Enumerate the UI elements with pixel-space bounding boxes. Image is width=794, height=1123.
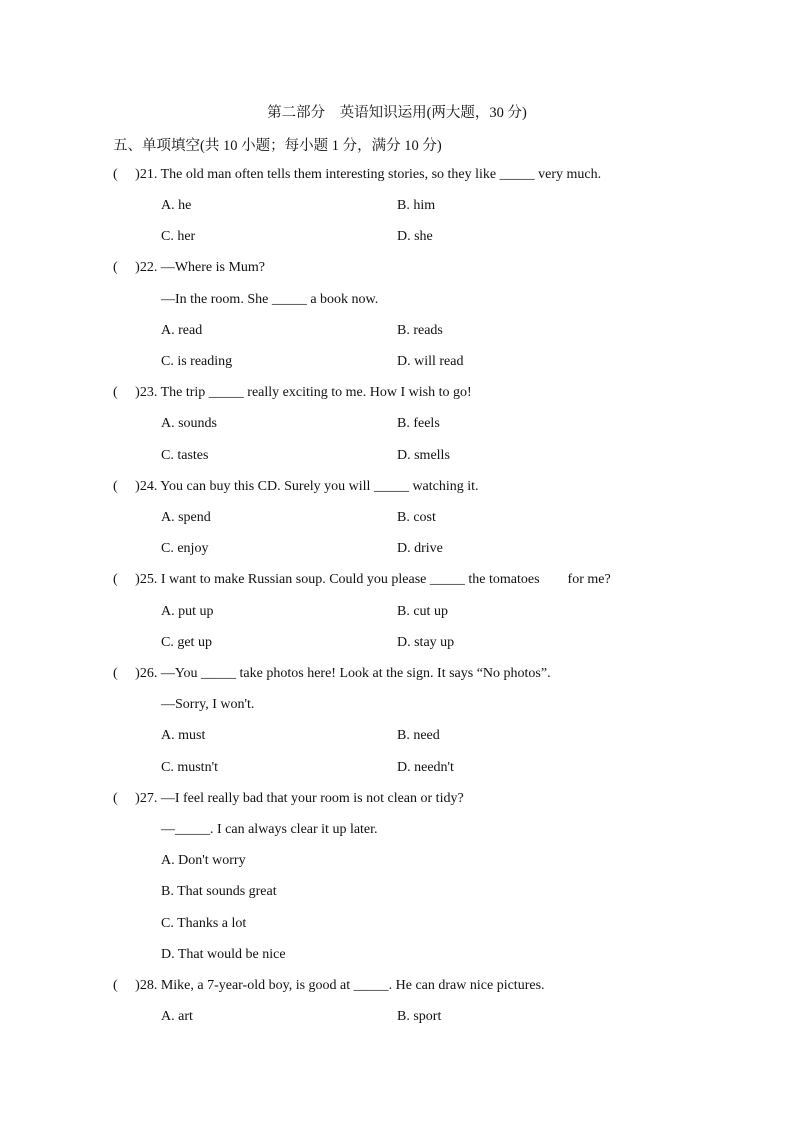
question-24-stem: ( )24. You can buy this CD. Surely you will _____ watching it. bbox=[113, 479, 479, 494]
question-27-option-b: B. That sounds great bbox=[161, 884, 277, 899]
question-23-option-d: D. smells bbox=[397, 448, 450, 463]
question-25-option-c: C. get up bbox=[161, 635, 212, 650]
question-21-option-d: D. she bbox=[397, 229, 433, 244]
question-26-option-a: A. must bbox=[161, 728, 206, 743]
question-27-line: —_____. I can always clear it up later. bbox=[161, 822, 378, 837]
question-25-option-a: A. put up bbox=[161, 604, 214, 619]
question-24-option-a: A. spend bbox=[161, 510, 211, 525]
question-24-option-b: B. cost bbox=[397, 510, 436, 525]
question-25-stem: ( )25. I want to make Russian soup. Could you please _____ the tomatoes for me? bbox=[113, 572, 611, 587]
question-27-option-d: D. That would be nice bbox=[161, 947, 286, 962]
question-25-option-d: D. stay up bbox=[397, 635, 455, 650]
section-title: 五、单项填空(共 10 小题；每小题 1 分，满分 10 分) bbox=[113, 138, 442, 154]
question-25-option-b: B. cut up bbox=[397, 604, 448, 619]
question-27-option-a: A. Don't worry bbox=[161, 853, 246, 868]
question-28-stem: ( )28. Mike, a 7-year-old boy, is good at _____. He can draw nice pictures. bbox=[113, 978, 545, 993]
question-21-option-c: C. her bbox=[161, 229, 196, 244]
question-21-option-a: A. he bbox=[161, 198, 192, 213]
question-23-option-b: B. feels bbox=[397, 416, 440, 431]
question-24-option-d: D. drive bbox=[397, 541, 443, 556]
question-26-line: —Sorry, I won't. bbox=[161, 697, 255, 712]
question-22-option-b: B. reads bbox=[397, 323, 443, 338]
question-26-option-d: D. needn't bbox=[397, 760, 454, 775]
question-21-stem: ( )21. The old man often tells them interesting stories, so they like _____ very much. bbox=[113, 167, 602, 182]
question-22-option-c: C. is reading bbox=[161, 354, 233, 369]
question-23-option-c: C. tastes bbox=[161, 448, 209, 463]
question-21-option-b: B. him bbox=[397, 198, 436, 213]
question-26-option-b: B. need bbox=[397, 728, 440, 743]
question-27-option-c: C. Thanks a lot bbox=[161, 916, 247, 931]
question-22-line: —In the room. She _____ a book now. bbox=[161, 292, 379, 307]
question-26-stem: ( )26. —You _____ take photos here! Look at the sign. It says “No photos”. bbox=[113, 666, 551, 681]
question-24-option-c: C. enjoy bbox=[161, 541, 209, 556]
question-28-option-b: B. sport bbox=[397, 1009, 442, 1024]
question-23-stem: ( )23. The trip _____ really exciting to me. How I wish to go! bbox=[113, 385, 472, 400]
part-title: 第二部分 英语知识运用(两大题，30 分) bbox=[267, 105, 527, 121]
question-26-option-c: C. mustn't bbox=[161, 760, 218, 775]
question-23-option-a: A. sounds bbox=[161, 416, 218, 431]
question-22-option-d: D. will read bbox=[397, 354, 464, 369]
question-28-option-a: A. art bbox=[161, 1009, 193, 1024]
question-22-option-a: A. read bbox=[161, 323, 203, 338]
question-22-stem: ( )22. —Where is Mum? bbox=[113, 260, 266, 275]
question-27-stem: ( )27. —I feel really bad that your room is not clean or tidy? bbox=[113, 791, 464, 806]
